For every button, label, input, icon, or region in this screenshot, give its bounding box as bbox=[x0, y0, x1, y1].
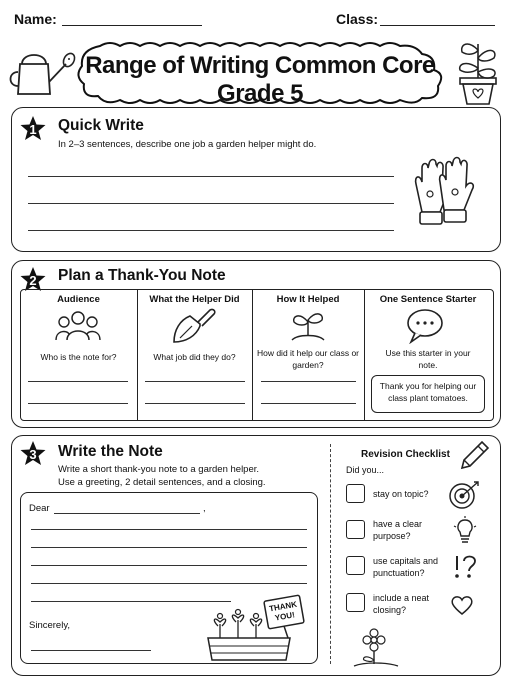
column-heading: What the Helper Did bbox=[149, 294, 240, 305]
people-icon bbox=[55, 310, 101, 342]
sprout-icon bbox=[290, 308, 326, 342]
step-3-badge bbox=[19, 440, 47, 468]
section-title: Write the Note bbox=[58, 443, 163, 460]
pencil-icon bbox=[458, 440, 490, 472]
class-label: Class: bbox=[336, 11, 379, 27]
section-instruction: Write a short thank-you note to a garden helper. bbox=[58, 464, 260, 475]
gardening-gloves-icon bbox=[408, 150, 484, 232]
column-question: What job did they do? bbox=[153, 352, 236, 362]
target-icon bbox=[448, 480, 482, 510]
flower-icon bbox=[352, 628, 400, 668]
writing-line[interactable] bbox=[31, 601, 231, 602]
section-title: Quick Write bbox=[58, 117, 144, 134]
column-question: Who is the note for? bbox=[40, 352, 117, 362]
greeting-comma: , bbox=[203, 503, 206, 514]
sign-text: THANK bbox=[268, 599, 298, 614]
checklist-item: include a neat closing? bbox=[373, 593, 430, 615]
checklist-checkbox[interactable] bbox=[346, 484, 365, 503]
writing-line[interactable] bbox=[31, 583, 307, 584]
writing-line[interactable] bbox=[28, 203, 394, 204]
signature-line[interactable] bbox=[31, 650, 151, 651]
section-title: Plan a Thank-You Note bbox=[58, 267, 226, 284]
writing-line[interactable] bbox=[28, 176, 394, 177]
class-field[interactable] bbox=[380, 25, 495, 26]
writing-line[interactable] bbox=[261, 403, 356, 404]
svg-text:2: 2 bbox=[29, 273, 37, 288]
checklist-item: stay on topic? bbox=[373, 489, 429, 499]
column-question: Use this starter in your note. bbox=[385, 348, 471, 370]
name-label: Name: bbox=[14, 11, 57, 27]
writing-line[interactable] bbox=[31, 565, 307, 566]
section-divider bbox=[330, 444, 331, 664]
column-heading: Audience bbox=[57, 294, 100, 305]
svg-text:3: 3 bbox=[29, 447, 37, 462]
heart-icon bbox=[450, 594, 474, 616]
writing-line[interactable] bbox=[31, 529, 307, 530]
recipient-line[interactable] bbox=[54, 513, 200, 514]
section-instruction: Use a greeting, 2 detail sentences, and a closing. bbox=[58, 477, 266, 488]
starter-text: Thank you for helping our class plant tomatoes. bbox=[379, 381, 477, 403]
writing-line[interactable] bbox=[31, 547, 307, 548]
writing-line[interactable] bbox=[261, 381, 356, 382]
checklist-prompt: Did you... bbox=[346, 465, 385, 475]
svg-text:1: 1 bbox=[29, 122, 37, 137]
writing-line[interactable] bbox=[145, 403, 245, 404]
trowel-icon bbox=[172, 308, 216, 344]
writing-line[interactable] bbox=[28, 230, 394, 231]
checklist-title: Revision Checklist bbox=[361, 449, 450, 460]
greeting-label: Dear bbox=[29, 503, 50, 514]
sign-text: YOU! bbox=[274, 610, 296, 623]
step-1-badge bbox=[19, 115, 47, 143]
checklist-checkbox[interactable] bbox=[346, 556, 365, 575]
planter-box-icon bbox=[204, 594, 314, 662]
name-field[interactable] bbox=[62, 25, 202, 26]
checklist-checkbox[interactable] bbox=[346, 520, 365, 539]
column-heading: How It Helped bbox=[276, 294, 340, 305]
punctuation-icon bbox=[452, 554, 478, 580]
checklist-item: use capitals and punctuation? bbox=[373, 556, 439, 578]
watering-can-icon bbox=[6, 42, 78, 102]
writing-line[interactable] bbox=[28, 403, 128, 404]
checklist-item: have a clear purpose? bbox=[373, 519, 423, 541]
potted-plant-icon bbox=[448, 38, 508, 106]
writing-line[interactable] bbox=[145, 381, 245, 382]
page-title: Range of Writing Common Core Grade 5 bbox=[85, 52, 435, 107]
closing-label: Sincerely, bbox=[29, 620, 71, 631]
column-question: How did it help our class or garden? bbox=[256, 348, 360, 370]
section-instruction: In 2–3 sentences, describe one job a garden helper might do. bbox=[58, 139, 317, 150]
column-heading: One Sentence Starter bbox=[379, 294, 477, 305]
speech-bubble-icon bbox=[405, 308, 445, 344]
lightbulb-icon bbox=[452, 516, 478, 544]
checklist-checkbox[interactable] bbox=[346, 593, 365, 612]
writing-line[interactable] bbox=[28, 381, 128, 382]
